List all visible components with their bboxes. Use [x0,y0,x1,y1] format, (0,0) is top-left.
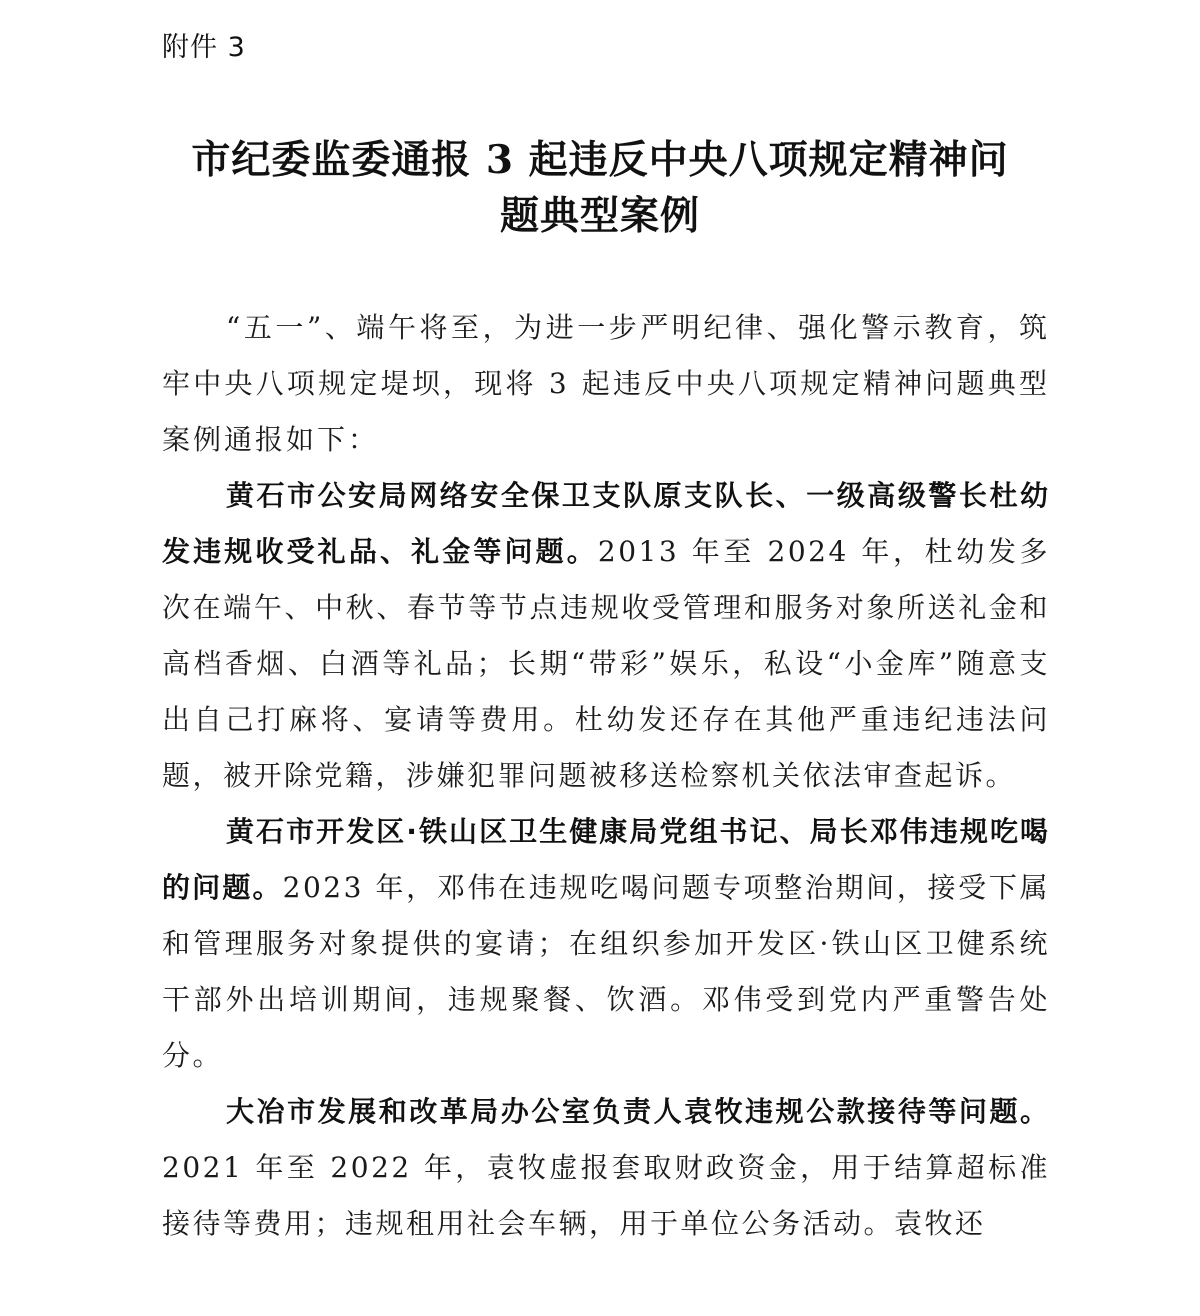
case-1-heading: 黄石市公安局网络安全保卫支队原支队长、一级高级警长杜幼发违规收受礼品、礼金等问题。 [162,479,1050,568]
case-2-heading: 黄石市开发区·铁山区卫生健康局党组书记、局长邓伟违规吃喝的问题。 [162,815,1050,904]
document-body [162,300,1050,1252]
title-line-2: 题典型案例 [499,193,700,239]
case-paragraph-2 [162,804,1050,1084]
case-3-text: 2021 年至 2022 年，袁牧虚报套取财政资金，用于结算超标准接待等费用；违规租用社会车辆，用于单位公务活动。袁牧还 [162,1151,1050,1240]
document-title [150,132,1050,244]
case-paragraph-3 [162,1084,1050,1252]
case-1-text: 2013 年至 2024 年，杜幼发多次在端午、中秋、春节等节点违规收受管理和服务对象所送礼金和高档香烟、白酒等礼品；长期“带彩”娱乐，私设“小金库”随意支出自己打麻将、宴请等费用。杜幼发还存在其他严重违纪违法问题，被开除党籍，涉嫌犯罪问题被移送检察机关依法审查起诉。 [162,535,1051,792]
intro-paragraph: “五一”、端午将至，为进一步严明纪律、强化警示教育，筑牢中央八项规定堤坝，现将 3 起违反中央八项规定精神问题典型案例通报如下： [162,311,1050,456]
attachment-label: 附件 3 [162,32,246,63]
case-paragraph-1 [162,468,1050,804]
title-line-1: 市纪委监委通报 3 起违反中央八项规定精神问 [191,137,1009,183]
case-2-text: 2023 年，邓伟在违规吃喝问题专项整治期间，接受下属和管理服务对象提供的宴请；在组织参加开发区·铁山区卫健系统干部外出培训期间，违规聚餐、饮酒。邓伟受到党内严重警告处分。 [162,871,1050,1072]
case-3-heading: 大冶市发展和改革局办公室负责人袁牧违规公款接待等问题。 [226,1095,1050,1128]
